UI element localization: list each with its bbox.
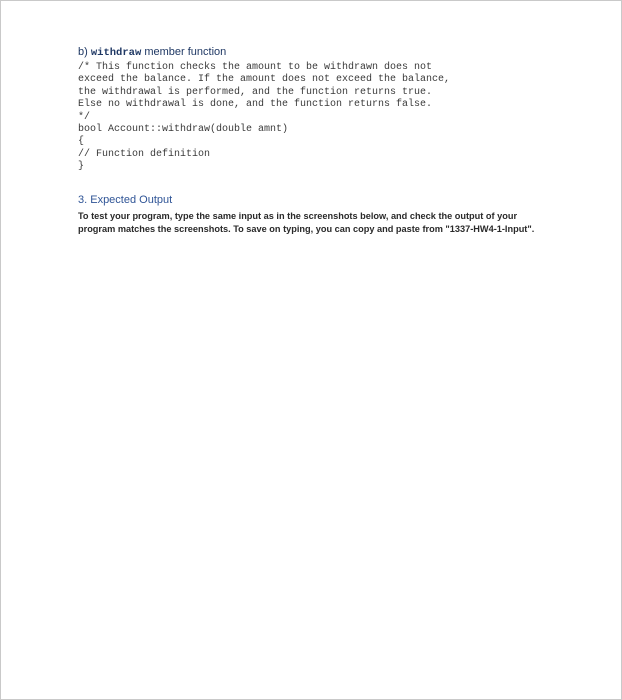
expected-output-paragraph: To test your program, type the same input as in the screenshots below, and check the output of your program matches the screenshots. To save on typing, you can copy and paste from "1337-HW4-1-Input". bbox=[78, 210, 535, 235]
code-line: } bbox=[78, 161, 85, 173]
code-line: the withdrawal is performed, and the function returns true. bbox=[78, 86, 433, 98]
section-b-heading bbox=[78, 45, 548, 60]
section-b-keyword: withdraw bbox=[90, 47, 142, 59]
code-block bbox=[78, 62, 548, 174]
section-b-prefix: b) bbox=[78, 46, 88, 58]
code-line: /* This function checks the amount to be withdrawn does not bbox=[78, 62, 433, 73]
code-line: exceed the balance. If the amount does not exceed the balance, bbox=[78, 74, 451, 86]
code-line: */ bbox=[78, 111, 91, 123]
expected-output-heading: 3. Expected Output bbox=[78, 193, 173, 206]
code-line: bool Account::withdraw(double amnt) bbox=[78, 124, 289, 136]
section-b-suffix: member function bbox=[144, 46, 227, 58]
code-line: Else no withdrawal is done, and the function returns false. bbox=[78, 99, 433, 111]
code-line: { bbox=[78, 136, 85, 148]
page-content bbox=[78, 45, 548, 237]
code-line: // Function definition bbox=[78, 148, 211, 160]
